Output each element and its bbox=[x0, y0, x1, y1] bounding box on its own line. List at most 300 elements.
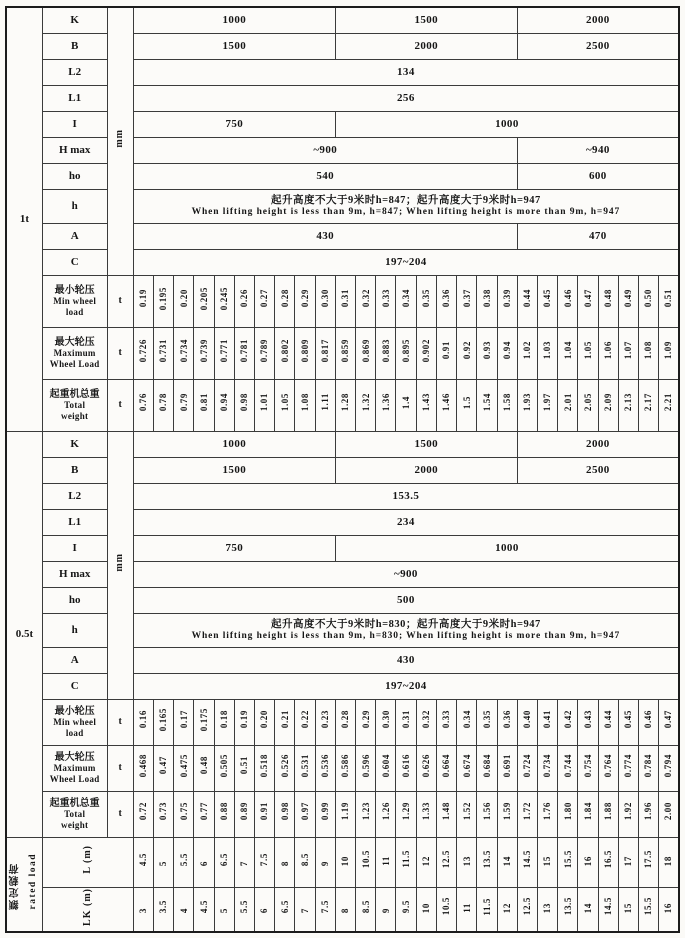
table-row bbox=[6, 163, 679, 189]
row-label-line: 最小轮压 bbox=[54, 705, 95, 717]
value-text: 0.79 bbox=[178, 393, 189, 412]
value-text: 5 bbox=[158, 860, 169, 866]
value-text: 2.05 bbox=[582, 393, 593, 412]
value-text: 2.17 bbox=[643, 393, 654, 412]
span-value-cell bbox=[537, 837, 557, 887]
row-label-line: 最小轮压 bbox=[54, 284, 95, 296]
spec-value-cell: 234 bbox=[133, 509, 679, 535]
value-text: 0.626 bbox=[421, 753, 432, 777]
value-cell bbox=[234, 275, 254, 327]
lifting-height-note-en: When lifting height is less than 9m, h=847; When lifting height is more than 9m, h=947 bbox=[191, 206, 621, 217]
table-row bbox=[6, 699, 679, 745]
span-value-cell bbox=[497, 837, 517, 887]
value-cell bbox=[376, 791, 396, 837]
row-label-line: Total bbox=[64, 400, 86, 411]
value-text: 9 bbox=[320, 860, 331, 866]
value-text: 10 bbox=[421, 902, 432, 913]
value-text: 0.16 bbox=[138, 710, 149, 729]
crane-spec-table bbox=[5, 6, 680, 933]
rated-load-en: rated load bbox=[27, 853, 38, 910]
value-text: 9 bbox=[380, 907, 391, 913]
value-text: 13.5 bbox=[481, 850, 492, 869]
param-label-cell: C bbox=[42, 249, 107, 275]
span-value-cell bbox=[194, 887, 214, 932]
value-text: 0.518 bbox=[259, 753, 270, 777]
value-cell bbox=[618, 327, 638, 379]
value-text: 12.5 bbox=[441, 850, 452, 869]
value-text: 0.94 bbox=[501, 341, 512, 360]
value-text: 0.20 bbox=[259, 710, 270, 729]
value-text: 1.48 bbox=[441, 802, 452, 821]
value-text: 2.00 bbox=[663, 802, 674, 821]
value-cell bbox=[315, 379, 335, 431]
span-value-cell bbox=[174, 887, 194, 932]
value-text: 7 bbox=[299, 907, 310, 913]
value-cell bbox=[598, 327, 618, 379]
value-text: 1.08 bbox=[643, 341, 654, 360]
spec-value-cell: 750 bbox=[133, 535, 335, 561]
value-text: 0.35 bbox=[421, 289, 432, 308]
value-cell bbox=[578, 745, 598, 791]
table-row bbox=[6, 745, 679, 791]
value-text: 0.81 bbox=[198, 393, 209, 412]
value-text: 0.35 bbox=[481, 710, 492, 729]
param-label-cell bbox=[42, 379, 107, 431]
value-cell bbox=[578, 275, 598, 327]
span-value-cell bbox=[558, 887, 578, 932]
value-cell bbox=[376, 327, 396, 379]
value-text: 0.739 bbox=[198, 338, 209, 362]
span-value-cell bbox=[335, 887, 355, 932]
value-text: 0.30 bbox=[320, 289, 331, 308]
span-value-cell bbox=[517, 887, 537, 932]
value-text: 0.859 bbox=[340, 338, 351, 362]
value-cell bbox=[214, 791, 234, 837]
value-text: 0.869 bbox=[360, 338, 371, 362]
param-label-cell: L1 bbox=[42, 509, 107, 535]
value-cell bbox=[356, 379, 376, 431]
value-text: 0.36 bbox=[441, 289, 452, 308]
value-cell bbox=[659, 379, 679, 431]
value-text: 0.48 bbox=[198, 756, 209, 775]
value-text: 1.01 bbox=[259, 393, 270, 412]
value-text: 0.97 bbox=[299, 802, 310, 821]
value-text: 8.5 bbox=[360, 899, 371, 913]
param-label-cell: h bbox=[42, 189, 107, 223]
value-text: 0.73 bbox=[158, 802, 169, 821]
value-text: 0.902 bbox=[421, 338, 432, 362]
value-text: 0.46 bbox=[562, 289, 573, 308]
param-label-cell: K bbox=[42, 7, 107, 33]
spec-value-cell: 1500 bbox=[133, 33, 335, 59]
value-text: 10 bbox=[340, 855, 351, 866]
rated-load-zh: 额定载荷 bbox=[10, 861, 22, 910]
value-text: 0.77 bbox=[198, 802, 209, 821]
value-text: 0.98 bbox=[279, 802, 290, 821]
unit-t-cell: t bbox=[107, 791, 133, 837]
spec-value-cell: 1000 bbox=[133, 431, 335, 457]
value-cell bbox=[396, 699, 416, 745]
value-text: 11 bbox=[380, 856, 391, 866]
row-label-line: 最大轮压 bbox=[54, 336, 95, 348]
value-cell bbox=[638, 275, 658, 327]
value-text: 1.03 bbox=[542, 341, 553, 360]
value-cell bbox=[396, 379, 416, 431]
value-text: 18 bbox=[663, 855, 674, 866]
value-cell bbox=[174, 791, 194, 837]
value-cell bbox=[477, 699, 497, 745]
value-cell bbox=[537, 699, 557, 745]
value-text: 1.43 bbox=[421, 393, 432, 412]
value-text: 0.674 bbox=[461, 753, 472, 777]
param-label-cell: K bbox=[42, 431, 107, 457]
value-text: 0.44 bbox=[602, 710, 613, 729]
span-value-cell bbox=[618, 837, 638, 887]
value-text: 0.91 bbox=[441, 341, 452, 360]
value-cell bbox=[315, 791, 335, 837]
value-text: 1.97 bbox=[542, 393, 553, 412]
spec-value-cell bbox=[133, 189, 679, 223]
value-text: 1.93 bbox=[522, 393, 533, 412]
value-cell bbox=[517, 745, 537, 791]
value-text: 2.21 bbox=[663, 393, 674, 412]
value-text: 13.5 bbox=[562, 897, 573, 916]
value-text: 0.18 bbox=[219, 710, 229, 729]
value-text: 10.5 bbox=[360, 850, 371, 869]
value-text: 0.764 bbox=[602, 753, 613, 777]
table-row bbox=[6, 509, 679, 535]
value-text: 1.96 bbox=[643, 802, 654, 821]
span-value-cell bbox=[477, 887, 497, 932]
value-cell bbox=[194, 699, 214, 745]
value-text: 1.23 bbox=[360, 802, 371, 821]
value-text: 0.34 bbox=[461, 710, 472, 729]
value-cell bbox=[315, 327, 335, 379]
value-text: 0.26 bbox=[239, 289, 250, 308]
value-cell bbox=[638, 699, 658, 745]
value-cell bbox=[174, 699, 194, 745]
value-cell bbox=[517, 379, 537, 431]
value-cell bbox=[376, 379, 396, 431]
param-label-cell: A bbox=[42, 223, 107, 249]
value-cell bbox=[457, 379, 477, 431]
row-label-line: Wheel Load bbox=[49, 773, 100, 784]
value-cell bbox=[537, 791, 557, 837]
value-text: 1.28 bbox=[340, 393, 351, 412]
value-text: 0.789 bbox=[259, 338, 270, 362]
table-row bbox=[6, 33, 679, 59]
value-text: 0.205 bbox=[198, 286, 209, 310]
param-label-cell: I bbox=[42, 535, 107, 561]
row-label-line: weight bbox=[61, 410, 89, 421]
value-text: 1.33 bbox=[421, 802, 432, 821]
row-label-line: 最大轮压 bbox=[54, 751, 95, 763]
value-cell bbox=[133, 699, 153, 745]
span-value-cell bbox=[133, 837, 153, 887]
value-text: 0.19 bbox=[138, 289, 149, 308]
value-cell bbox=[416, 699, 436, 745]
value-text: 0.43 bbox=[582, 710, 593, 729]
param-label-cell bbox=[42, 699, 107, 745]
value-cell bbox=[153, 327, 173, 379]
value-text: 0.883 bbox=[380, 338, 391, 362]
value-cell bbox=[234, 327, 254, 379]
row-label-line: Maximum bbox=[53, 348, 96, 359]
load-class-cell: 0.5t bbox=[6, 431, 42, 837]
value-text: 0.726 bbox=[138, 338, 149, 362]
value-cell bbox=[214, 275, 234, 327]
value-text: 0.99 bbox=[320, 802, 331, 821]
value-cell bbox=[497, 699, 517, 745]
value-text: 1.76 bbox=[542, 802, 553, 821]
value-cell bbox=[295, 791, 315, 837]
value-text: 1.29 bbox=[400, 802, 411, 821]
value-cell bbox=[275, 275, 295, 327]
value-cell bbox=[275, 379, 295, 431]
value-text: 0.604 bbox=[380, 753, 391, 777]
unit-mm-label: mm bbox=[114, 129, 126, 148]
span-value-cell bbox=[153, 837, 173, 887]
value-text: 12.5 bbox=[522, 897, 533, 916]
span-value-cell bbox=[618, 887, 638, 932]
value-cell bbox=[356, 745, 376, 791]
value-text: 0.76 bbox=[138, 393, 149, 412]
value-cell bbox=[315, 699, 335, 745]
span-value-cell bbox=[234, 837, 254, 887]
value-cell bbox=[153, 745, 173, 791]
value-text: 1.5 bbox=[461, 395, 472, 409]
value-cell bbox=[133, 379, 153, 431]
value-cell bbox=[578, 379, 598, 431]
span-value-cell bbox=[295, 887, 315, 932]
value-cell bbox=[335, 791, 355, 837]
span-value-cell bbox=[638, 887, 658, 932]
table-row bbox=[6, 189, 679, 223]
value-text: 1.11 bbox=[320, 393, 331, 412]
value-cell bbox=[234, 791, 254, 837]
value-cell bbox=[335, 379, 355, 431]
value-text: 0.75 bbox=[178, 802, 189, 821]
value-text: 1.88 bbox=[602, 802, 613, 821]
value-text: 0.22 bbox=[299, 710, 310, 729]
span-value-cell bbox=[214, 887, 234, 932]
value-cell bbox=[618, 699, 638, 745]
param-label-cell: A bbox=[42, 647, 107, 673]
spec-value-cell: ~900 bbox=[133, 137, 517, 163]
value-cell bbox=[436, 379, 456, 431]
value-text: 0.616 bbox=[400, 753, 411, 777]
value-text: 17.5 bbox=[643, 850, 654, 869]
value-cell bbox=[659, 275, 679, 327]
value-text: 1.92 bbox=[623, 802, 634, 821]
span-value-cell bbox=[194, 837, 214, 887]
spec-value-cell: 2500 bbox=[517, 33, 679, 59]
value-text: 0.98 bbox=[239, 393, 250, 412]
value-cell bbox=[396, 791, 416, 837]
value-cell bbox=[234, 745, 254, 791]
value-text: 0.47 bbox=[582, 289, 593, 308]
spec-value-cell: 2000 bbox=[335, 33, 517, 59]
param-label-cell bbox=[42, 745, 107, 791]
value-cell bbox=[153, 275, 173, 327]
table-row bbox=[6, 535, 679, 561]
value-cell bbox=[457, 699, 477, 745]
value-cell bbox=[335, 745, 355, 791]
row-label-line: Min wheel bbox=[53, 296, 97, 307]
value-text: 0.175 bbox=[198, 707, 209, 731]
table-row bbox=[6, 457, 679, 483]
value-cell bbox=[638, 791, 658, 837]
span-value-cell bbox=[315, 837, 335, 887]
value-cell bbox=[174, 745, 194, 791]
value-cell bbox=[517, 275, 537, 327]
value-text: 0.89 bbox=[239, 802, 250, 821]
value-cell bbox=[194, 327, 214, 379]
table-row bbox=[6, 587, 679, 613]
value-cell bbox=[558, 327, 578, 379]
value-text: 0.47 bbox=[158, 756, 169, 775]
value-text: 1.54 bbox=[481, 393, 492, 412]
value-text: 1.80 bbox=[562, 802, 573, 821]
unit-t-cell: t bbox=[107, 327, 133, 379]
value-cell bbox=[153, 699, 173, 745]
value-cell bbox=[194, 379, 214, 431]
value-text: 0.41 bbox=[542, 710, 553, 729]
value-text: 0.33 bbox=[441, 710, 452, 729]
value-text: 0.731 bbox=[158, 338, 169, 362]
value-text: 0.94 bbox=[219, 393, 229, 412]
value-text: 1.06 bbox=[602, 341, 613, 360]
spec-value-cell: 2000 bbox=[517, 431, 679, 457]
unit-mm-cell bbox=[107, 7, 133, 275]
span-value-cell bbox=[376, 837, 396, 887]
value-text: 0.42 bbox=[562, 710, 573, 729]
table-row bbox=[6, 887, 679, 932]
value-text: 0.505 bbox=[219, 753, 229, 777]
value-text: 1.32 bbox=[360, 393, 371, 412]
value-cell bbox=[174, 327, 194, 379]
value-cell bbox=[254, 745, 274, 791]
value-cell bbox=[174, 275, 194, 327]
value-text: 1.07 bbox=[623, 341, 634, 360]
span-value-cell bbox=[436, 837, 456, 887]
value-text: 0.23 bbox=[320, 710, 331, 729]
value-text: 2.09 bbox=[602, 393, 613, 412]
value-cell bbox=[618, 745, 638, 791]
spec-value-cell: 430 bbox=[133, 647, 679, 673]
span-value-cell bbox=[396, 887, 416, 932]
span-value-cell bbox=[659, 837, 679, 887]
value-text: 0.88 bbox=[219, 802, 229, 821]
value-text: 9.5 bbox=[400, 899, 411, 913]
value-text: 0.526 bbox=[279, 753, 290, 777]
value-text: 1.02 bbox=[522, 341, 533, 360]
span-value-cell bbox=[234, 887, 254, 932]
value-text: 1.4 bbox=[400, 395, 411, 409]
row-label-line: load bbox=[65, 306, 84, 317]
value-cell bbox=[275, 327, 295, 379]
value-text: 0.245 bbox=[219, 286, 229, 310]
value-text: 0.684 bbox=[481, 753, 492, 777]
value-text: 1.19 bbox=[340, 802, 351, 821]
value-cell bbox=[315, 275, 335, 327]
value-text: 0.744 bbox=[562, 753, 573, 777]
span-label-text: LK (m) bbox=[82, 887, 94, 926]
spec-value-cell bbox=[133, 613, 679, 647]
value-text: 15.5 bbox=[643, 897, 654, 916]
value-text: 12 bbox=[501, 902, 512, 913]
value-text: 0.734 bbox=[542, 753, 553, 777]
value-cell bbox=[356, 791, 376, 837]
spec-value-cell: 2000 bbox=[335, 457, 517, 483]
value-text: 0.30 bbox=[380, 710, 391, 729]
span-value-cell bbox=[578, 837, 598, 887]
value-cell bbox=[436, 745, 456, 791]
value-cell bbox=[578, 699, 598, 745]
value-text: 0.34 bbox=[400, 289, 411, 308]
value-text: 0.51 bbox=[663, 289, 674, 308]
value-cell bbox=[335, 699, 355, 745]
value-text: 0.45 bbox=[623, 710, 634, 729]
value-text: 13 bbox=[542, 902, 553, 913]
value-cell bbox=[457, 791, 477, 837]
value-cell bbox=[133, 745, 153, 791]
value-text: 1.46 bbox=[441, 393, 452, 412]
value-text: 8 bbox=[279, 860, 290, 866]
value-text: 0.20 bbox=[178, 289, 189, 308]
value-text: 14.5 bbox=[522, 850, 533, 869]
value-cell bbox=[194, 745, 214, 791]
span-value-cell bbox=[436, 887, 456, 932]
value-text: 17 bbox=[623, 855, 634, 866]
value-text: 0.895 bbox=[400, 338, 411, 362]
span-value-cell bbox=[578, 887, 598, 932]
value-text: 6 bbox=[198, 860, 209, 866]
value-cell bbox=[537, 745, 557, 791]
value-text: 0.93 bbox=[481, 341, 492, 360]
param-label-cell: h bbox=[42, 613, 107, 647]
value-cell bbox=[659, 791, 679, 837]
table-row bbox=[6, 379, 679, 431]
value-cell bbox=[618, 791, 638, 837]
row-label-line: 起重机总重 bbox=[49, 797, 100, 809]
value-text: 7.5 bbox=[259, 852, 270, 866]
value-cell bbox=[537, 275, 557, 327]
value-text: 0.475 bbox=[178, 753, 189, 777]
value-text: 0.586 bbox=[340, 753, 351, 777]
value-text: 0.47 bbox=[663, 710, 674, 729]
value-text: 2.13 bbox=[623, 393, 634, 412]
unit-mm-cell bbox=[107, 431, 133, 699]
value-cell bbox=[376, 275, 396, 327]
value-text: 0.17 bbox=[178, 710, 189, 729]
span-value-cell bbox=[558, 837, 578, 887]
value-cell bbox=[537, 379, 557, 431]
value-cell bbox=[598, 379, 618, 431]
value-cell bbox=[416, 745, 436, 791]
value-cell bbox=[234, 379, 254, 431]
table-row bbox=[6, 483, 679, 509]
value-text: 6.5 bbox=[219, 852, 229, 866]
value-text: 0.771 bbox=[219, 338, 229, 362]
span-label-cell bbox=[42, 887, 133, 932]
value-cell bbox=[477, 791, 497, 837]
span-value-cell bbox=[517, 837, 537, 887]
value-cell bbox=[497, 791, 517, 837]
span-value-cell bbox=[598, 887, 618, 932]
value-text: 0.49 bbox=[623, 289, 634, 308]
value-cell bbox=[416, 379, 436, 431]
